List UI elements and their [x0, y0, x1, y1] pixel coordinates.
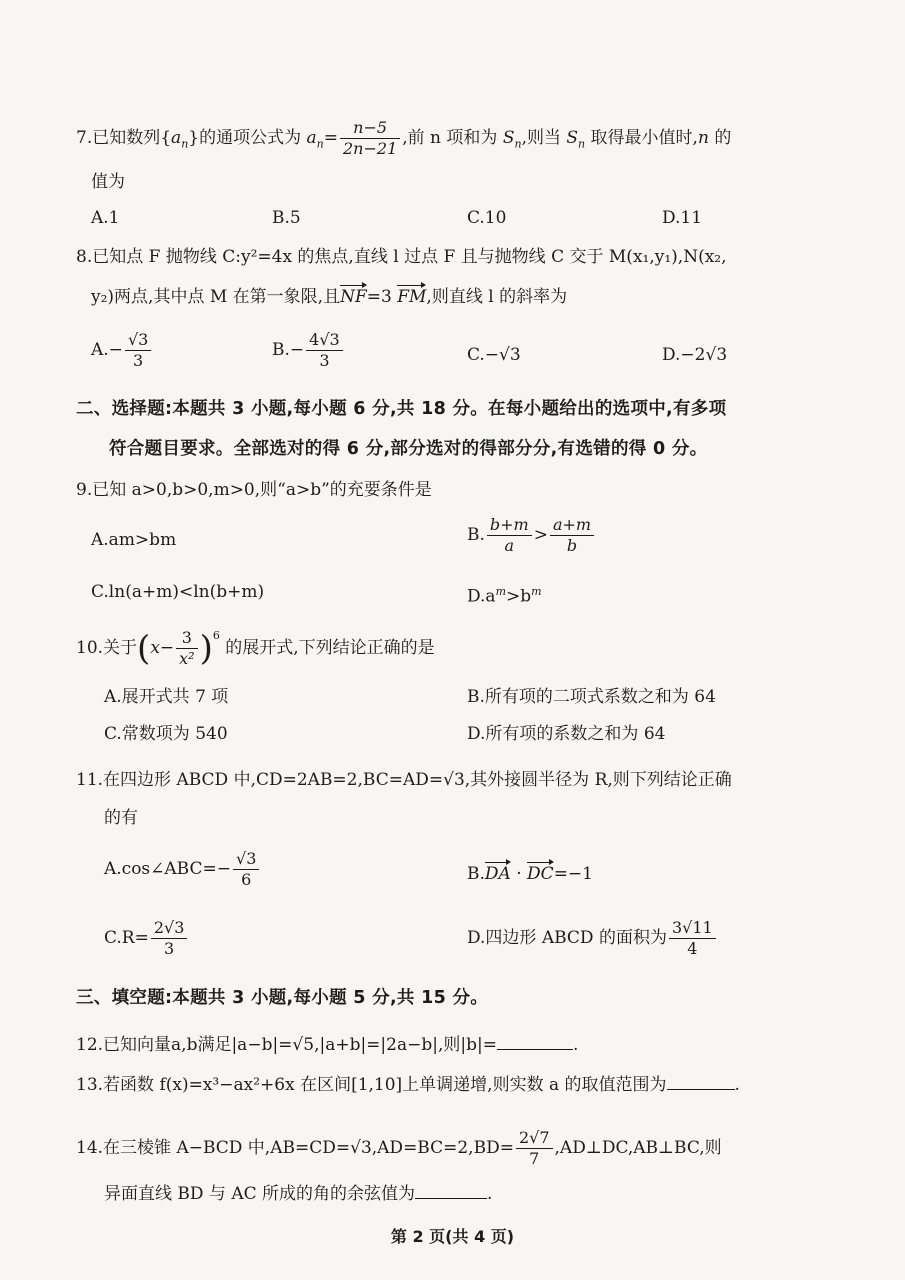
q8-option-a-num: √3 [125, 330, 151, 351]
q14-line1-post: ,AD⊥DC,AB⊥BC,则 [554, 1138, 722, 1158]
q7-option-d: D.11 [662, 208, 703, 228]
q13-answer-blank[interactable] [667, 1071, 735, 1090]
q7-text-g: 的 [714, 128, 732, 148]
q11-vector-da: DA [484, 864, 511, 884]
q9-option-b-label: B. [467, 525, 485, 545]
q14-answer-blank[interactable] [415, 1180, 487, 1199]
q11-option-d [467, 918, 718, 959]
q10-frac-num: 3 [176, 628, 197, 649]
q14-fraction [516, 1128, 553, 1169]
q11-dot: · [510, 864, 528, 884]
q11-option-c-frac [151, 918, 188, 959]
q13-end: . [734, 1075, 740, 1095]
q11-option-d-label: D.四边形 ABCD 的面积为 [467, 928, 667, 948]
q11-option-d-num: 3√11 [669, 918, 716, 939]
q9-option-d [467, 580, 542, 609]
q14-line2-text: 异面直线 BD 与 AC 所成的角的余弦值为 [104, 1184, 416, 1204]
section3-header: 三、填空题:本题共 3 小题,每小题 5 分,共 15 分。 [76, 988, 489, 1008]
q11-option-b-label: B. [467, 864, 485, 884]
q9-option-b-den2: b [566, 536, 578, 555]
q11-option-d-den: 4 [687, 939, 698, 958]
q11-option-c-label: C.R= [104, 928, 149, 948]
q7-text-a: 7.已知数列{ [76, 128, 172, 148]
q11-option-a-label: A.cos∠ABC=− [104, 859, 231, 879]
q9-stem: 9.已知 a>0,b>0,m>0,则“a>b”的充要条件是 [76, 480, 432, 500]
q8-option-b-den: 3 [319, 351, 330, 370]
q9-option-c: C.ln(a+m)<ln(b+m) [91, 582, 265, 602]
q11-option-b [467, 862, 593, 886]
q14-line2 [104, 1180, 492, 1206]
q10-option-a: A.展开式共 7 项 [104, 687, 229, 707]
q7-fraction [340, 118, 400, 159]
q12-stem [76, 1031, 578, 1057]
q9-option-d-base-b: >b [506, 586, 532, 607]
q11-option-d-frac [669, 918, 716, 959]
q9-option-b [467, 515, 596, 556]
q8-option-a-label: A.− [91, 340, 123, 360]
q14-frac-den: 7 [529, 1149, 540, 1168]
q13-text: 13.若函数 f(x)=x³−ax²+6x 在区间[1,10]上单调递增,则实数 a 的取值范围为 [76, 1075, 667, 1095]
q12-answer-blank[interactable] [497, 1031, 573, 1050]
q9-option-b-num1: b+m [487, 515, 532, 536]
q10-x-minus: x− [150, 638, 175, 658]
q7-line2: 值为 [91, 172, 125, 192]
q10-option-d: D.所有项的系数之和为 64 [467, 724, 666, 744]
q10-stem-post: 的展开式,下列结论正确的是 [225, 638, 435, 658]
q8-line1: 8.已知点 F 抛物线 C:y²=4x 的焦点,直线 l 过点 F 且与抛物线 C 交于 M(x₁,y₁),N(x₂, [76, 247, 727, 267]
q10-option-b: B.所有项的二项式系数之和为 64 [467, 687, 716, 707]
q10-stem [76, 624, 435, 669]
q9-option-b-frac2 [550, 515, 594, 556]
q9-option-d-exp1: m [495, 585, 507, 598]
q7-option-a: A.1 [91, 208, 120, 228]
q8-option-a-den: 3 [133, 351, 144, 370]
page-footer: 第 2 页(共 4 页) [390, 1227, 515, 1246]
q11-option-c-num: 2√3 [151, 918, 188, 939]
q10-frac-den: x² [179, 649, 195, 668]
q8-option-a [91, 330, 153, 371]
q14-end: . [487, 1184, 493, 1204]
q8-line2-a: y₂)两点,其中点 M 在第一象限,且 [91, 287, 341, 307]
section2-header-line1: 二、选择题:本题共 3 小题,每小题 6 分,共 18 分。在每小题给出的选项中,有多项 [76, 399, 727, 419]
q8-eq: =3 [366, 287, 392, 307]
q9-option-d-base-a: D.a [467, 586, 496, 607]
q11-vector-dc: DC [527, 864, 554, 884]
q9-option-b-num2: a+m [550, 515, 594, 536]
q14-line1-pre: 14.在三棱锥 A−BCD 中,AB=CD=√3,AD=BC=2,BD= [76, 1138, 514, 1158]
q14-line1 [76, 1128, 722, 1169]
q7-text-f: n [697, 128, 709, 148]
q7-frac-num: n−5 [340, 118, 400, 139]
q10-right-paren: ) [199, 628, 213, 669]
q10-stem-pre: 10.关于 [76, 638, 138, 658]
q7-text-d: ,则当 [521, 128, 561, 148]
q8-option-b-label: B.− [272, 340, 305, 360]
q8-option-a-frac [125, 330, 151, 371]
q8-line2-b: ,则直线 l 的斜率为 [426, 287, 568, 307]
q11-line2: 的有 [104, 808, 138, 828]
q7-text-e: 取得最小值时, [590, 128, 698, 148]
q7-option-c: C.10 [467, 208, 507, 228]
q10-power: 6 [212, 629, 220, 642]
q9-option-b-gt: > [533, 525, 548, 545]
q12-end: . [572, 1035, 579, 1055]
q8-option-b-num: 4√3 [306, 330, 343, 351]
q8-vector-nf: NF [340, 287, 367, 307]
q12-text: 12.已知向量a,b满足|a−b|=√5,|a+b|=|2a−b|,则|b|= [76, 1035, 497, 1055]
q8-option-b [272, 330, 345, 371]
q8-option-b-frac [306, 330, 343, 371]
q7-frac-den: 2n−21 [343, 139, 398, 158]
q10-left-paren: ( [137, 628, 151, 669]
q11-option-c [104, 918, 189, 959]
q14-frac-num: 2√7 [516, 1128, 553, 1149]
q9-option-d-exp2: m [531, 585, 542, 598]
q8-line2 [91, 285, 567, 309]
q8-option-d: D.−2√3 [662, 345, 728, 365]
q11-option-c-den: 3 [164, 939, 175, 958]
q13-stem [76, 1071, 740, 1097]
q9-option-a: A.am>bm [91, 530, 177, 550]
q11-option-a-frac [233, 849, 259, 890]
q8-vector-fm: FM [397, 287, 427, 307]
q11-line1: 11.在四边形 ABCD 中,CD=2AB=2,BC=AD=√3,其外接圆半径为 R,则下列结论正确 [76, 770, 732, 790]
q9-option-b-frac1 [487, 515, 532, 556]
section2-header-line2: 符合题目要求。全部选对的得 6 分,部分选对的得部分分,有选错的得 0 分。 [109, 439, 708, 459]
q11-option-a-num: √3 [233, 849, 259, 870]
q7-text-b: }的通项公式为 [188, 128, 302, 148]
q11-option-b-post: =−1 [553, 864, 593, 884]
q7-option-b: B.5 [272, 208, 301, 228]
q10-option-c: C.常数项为 540 [104, 724, 228, 744]
q11-option-a-den: 6 [241, 870, 252, 889]
q8-option-c: C.−√3 [467, 345, 521, 365]
q10-fraction [176, 628, 197, 669]
q9-option-b-den1: a [504, 536, 515, 555]
q7-text-c: ,前 n 项和为 [402, 128, 498, 148]
q7-stem: 7.已知数列$\{a_n\}$的通项公式为 $a_n=$ $\frac{n-5}{2n-21}$ ,前 n 项和为 $S_n$,则当 $S_n$ 取得最小值时,n 的 [76, 118, 732, 158]
q11-option-a [104, 849, 261, 890]
